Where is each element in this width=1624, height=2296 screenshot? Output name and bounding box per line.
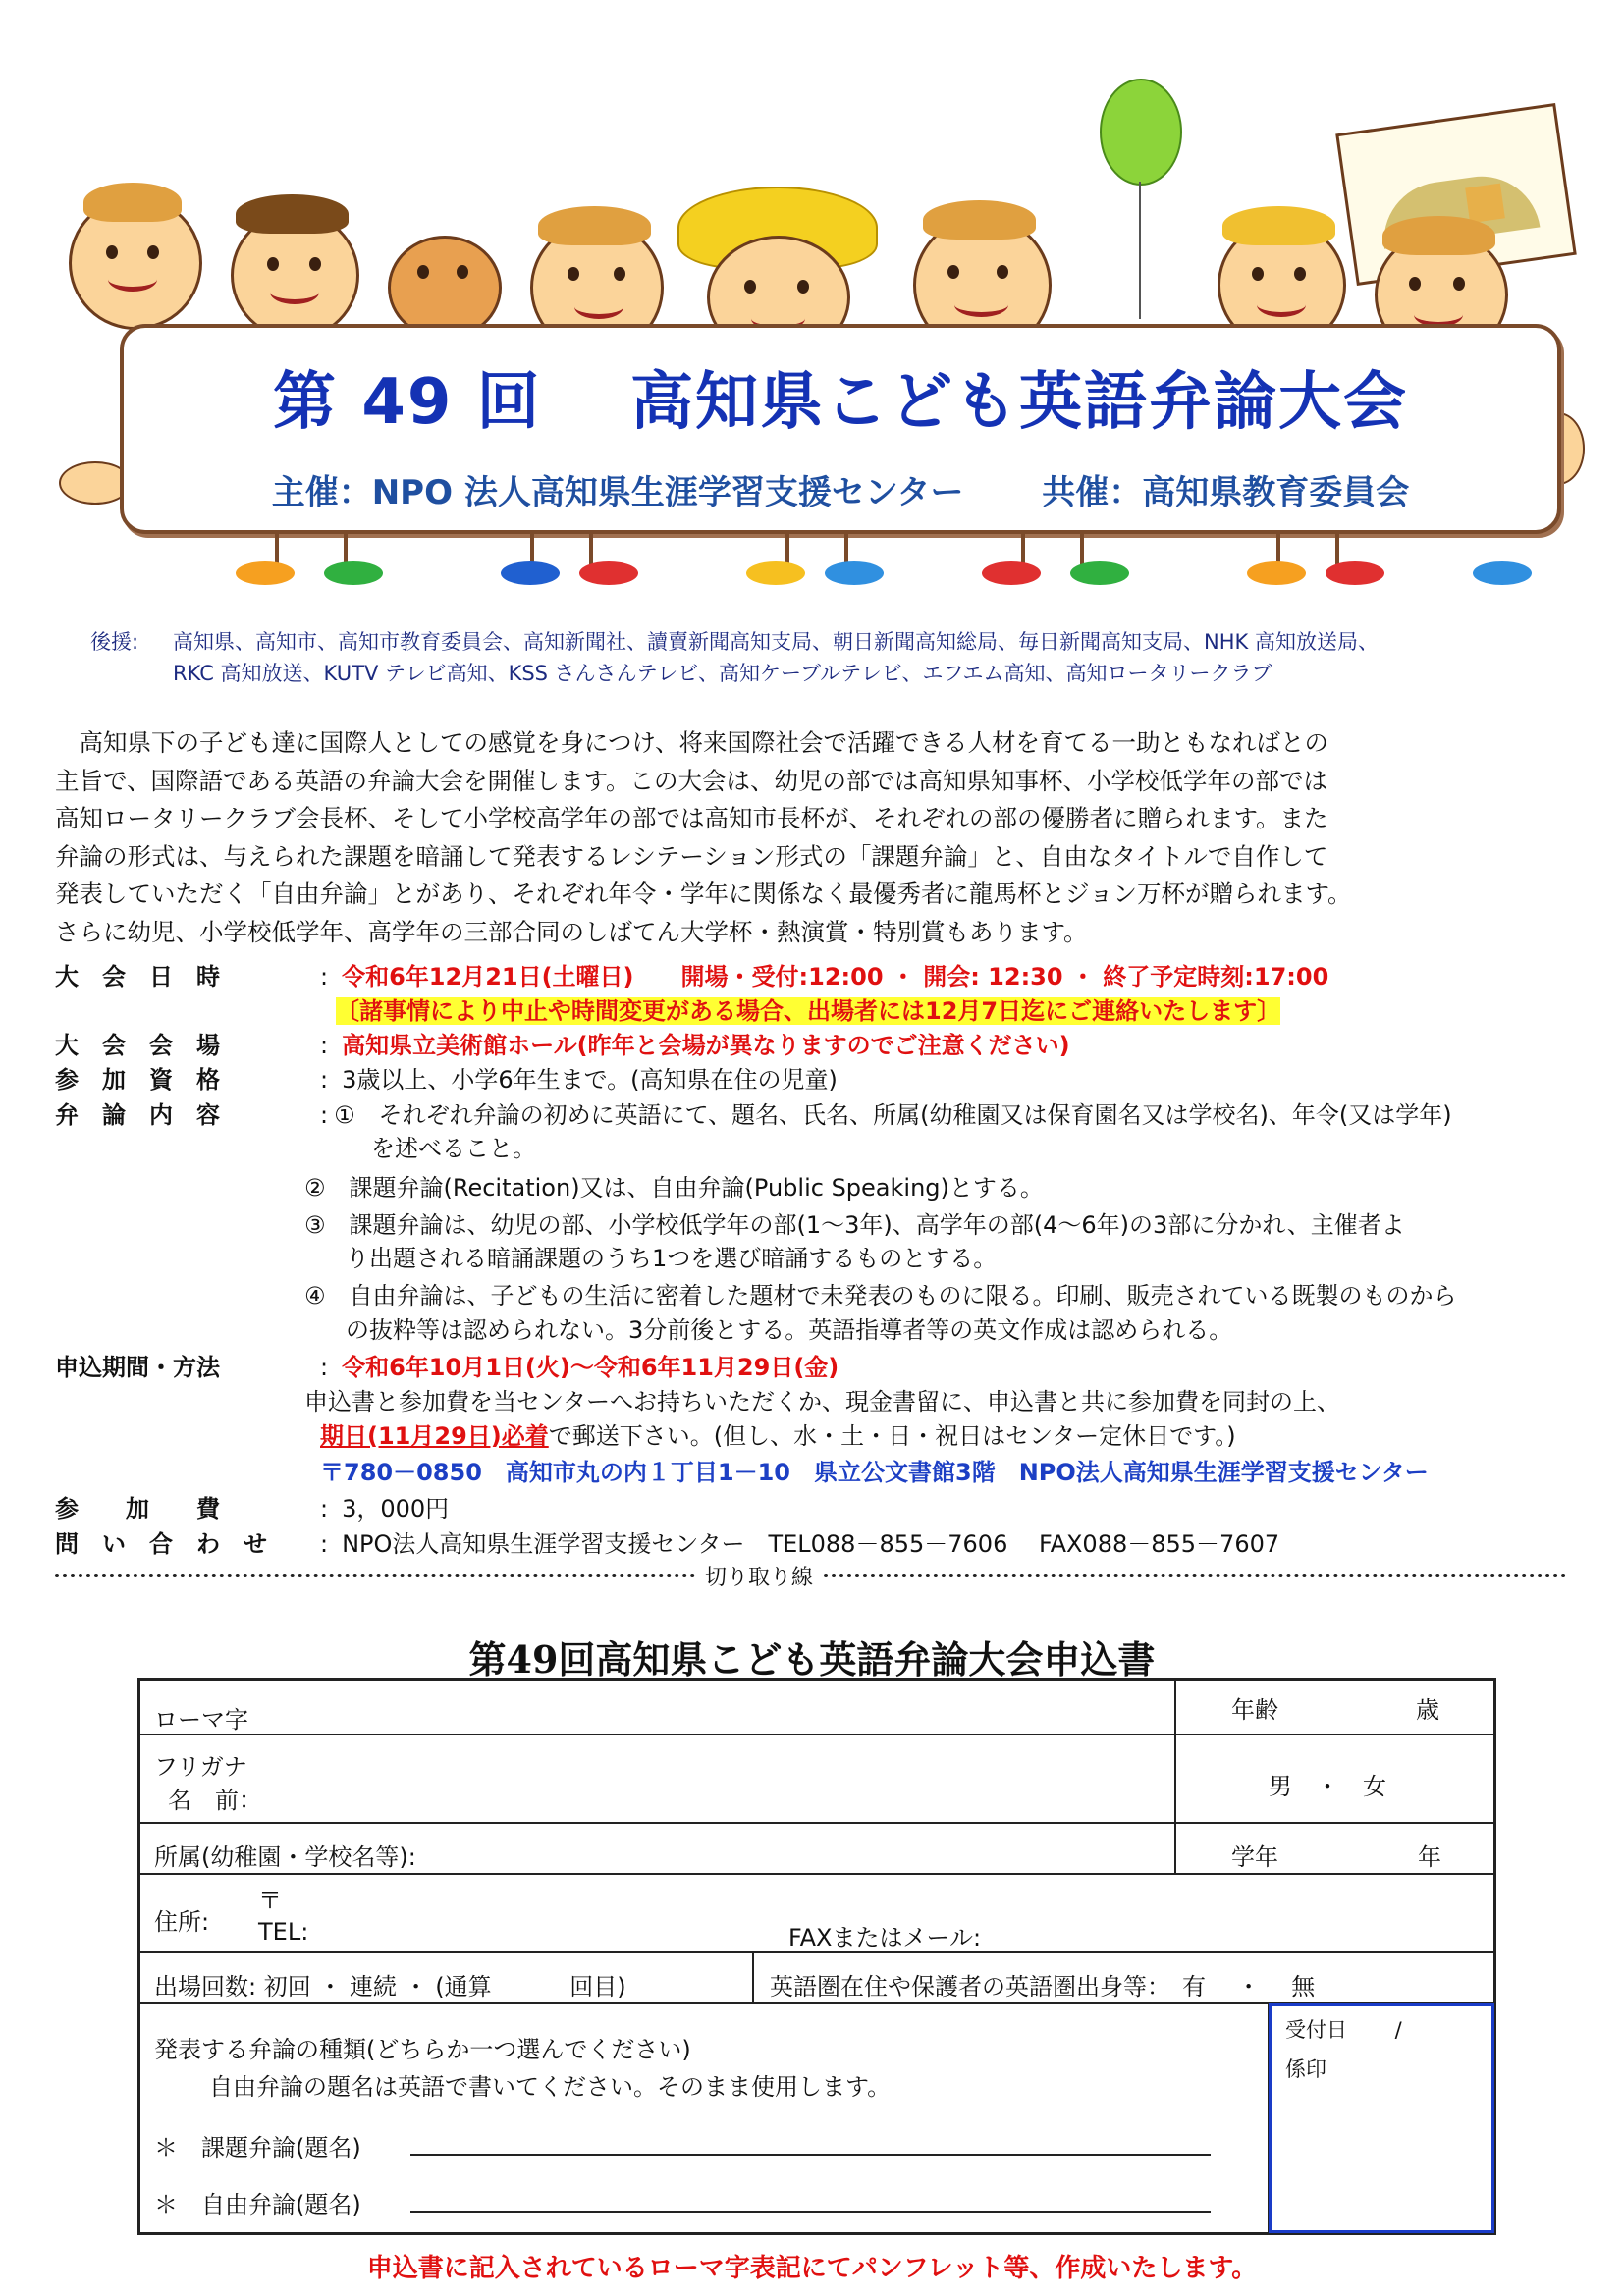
intro-line: さらに幼児、小学校低学年、高学年の三部合同のしばてん大学杯・熱演賞・特別賞もあります。: [55, 917, 1088, 946]
sponsors-label: 後援:: [90, 630, 139, 654]
affiliation-field[interactable]: 所属(幼稚園・学校名等):: [139, 1823, 1175, 1874]
apply-row: 申込期間・方法 : 令和6年10月1日(火)～令和6年11月29日(金): [55, 1348, 839, 1382]
balloon-icon: [1100, 79, 1182, 186]
grade-field[interactable]: 学年 年: [1175, 1823, 1494, 1874]
age-field[interactable]: 年齢 歳: [1175, 1680, 1494, 1735]
content-row: 弁 論 内 容 : ① それぞれ弁論の初めに英語にて、題名、氏名、所属(幼稚園又は保育園名又は学校名)、年令(又は学年): [55, 1095, 1452, 1130]
intro-line: 高知ロータリークラブ会長杯、そして小学校高学年の部では高知市長杯が、それぞれの部の優勝者に贈られます。また: [55, 804, 1328, 832]
intro-line: 弁論の形式は、与えられた課題を暗誦して発表するレシテーション形式の「課題弁論」と、自由なタイトルで自作して: [55, 841, 1328, 871]
entries-field[interactable]: 出場回数: 初回 ・ 連続 ・ (通算 回目): [139, 1952, 753, 2003]
sponsors: [90, 626, 1379, 689]
content-item: ④ 自由弁論は、子どもの生活に密着した題材で未発表のものに限る。印刷、販売されている既製のものから: [304, 1282, 1457, 1309]
office-use-box: 受付日 / 係印: [1269, 2003, 1494, 2233]
title-banner: [120, 324, 1561, 534]
name-field[interactable]: フリガナ 名 前：: [139, 1735, 1175, 1823]
cut-line-label: 切り取り線: [697, 1561, 821, 1591]
organizer-line: 主催：NPO 法人高知県生涯学習支援センター 共催：高知県教育委員会: [271, 473, 1410, 512]
intro-paragraph: [55, 724, 1587, 951]
contact-row: 問 い 合 わ せ : NPO法人高知県生涯学習支援センター TEL088－855－7606 FAX088－855－7607: [55, 1524, 1279, 1559]
eligibility-value: 3歳以上、小学6年生まで。(高知県在住の児童): [342, 1066, 838, 1094]
fee-row: 参 加 費 : 3，000円: [55, 1489, 449, 1523]
page-title: 第 49 回 高知県こども英語弁論大会: [273, 366, 1408, 439]
address-field[interactable]: 住所: 〒 TEL: FAXまたはメール:: [139, 1874, 1494, 1952]
intro-line: 発表していただく「自由弁論」とがあり、それぞれ年令・学年に関係なく最優秀者に龍馬杯とジョン万杯が贈られます。: [55, 880, 1352, 908]
content-item: ② 課題弁論(Recitation)又は、自由弁論(Public Speaking)とする。: [304, 1174, 1044, 1201]
venue-row: 大 会 会 場 : 高知県立美術館ホール(昨年と会場が異なりますのでご注意ください): [55, 1026, 1070, 1060]
free-speech-title-input[interactable]: [410, 2211, 1211, 2213]
venue-label: 大 会 会 場: [55, 1032, 220, 1059]
contact-label: 問 い 合 わ せ: [55, 1530, 267, 1558]
content-item: を述べること。: [371, 1135, 536, 1162]
intro-line: 主旨で、国際語である英語の弁論大会を開催します。この大会は、幼児の部では高知県知事杯、小学校低学年の部では: [55, 766, 1328, 795]
date-note: 〔諸事情により中止や時間変更がある場合、出場者には12月7日迄にご連絡いたします〕: [336, 997, 1281, 1025]
date-row: 大 会 日 時 : 令和6年12月21日(土曜日) 開場・受付:12:00 ・ 開会: 12:30 ・ 終了予定時刻:17:00: [55, 957, 1328, 991]
apply-line: 期日(11月29日)必着で郵送下さい。(但し、水・土・日・祝日はセンター定休日です。): [320, 1422, 1236, 1450]
gender-select[interactable]: 男 ・ 女: [1175, 1735, 1494, 1823]
content-item: の抜粋等は認められない。3分前後とする。英語指導者等の英文作成は認められる。: [346, 1316, 1233, 1344]
center-address: 〒780－0850 高知市丸の内１丁目1－10 県立公文書館3階 NPO法人高知県生涯学習支援センター: [320, 1459, 1429, 1486]
intro-line: 高知県下の子ども達に国際人としての感覚を身につけ、将来国際社会で活躍できる人材を育てる一助ともなればとの: [55, 728, 1329, 757]
romaji-field[interactable]: ローマ字: [139, 1680, 1175, 1735]
apply-line: 申込書と参加費を当センターへお持ちいただくか、現金書留に、申込書と共に参加費を同封の上、: [304, 1388, 1341, 1415]
date-label: 大 会 日 時: [55, 963, 220, 990]
fee-label: 参 加 費: [55, 1495, 220, 1522]
recitation-title-input[interactable]: [410, 2154, 1211, 2156]
contact-value: NPO法人高知県生涯学習支援センター TEL088－855－7606 FAX088－855－7607: [342, 1530, 1280, 1558]
sponsors-line2: RKC 高知放送、KUTV テレビ高知、KSS さんさんテレビ、高知ケーブルテレビ、エフエム高知、高知ロータリークラブ: [173, 662, 1272, 685]
content-label: 弁 論 内 容: [55, 1101, 220, 1129]
speech-type-field: 発表する弁論の種類(どちらか一つ選んでください) 自由弁論の題名は英語で書いてください。そのまま使用します。 ＊ 課題弁論(題名) ＊ 自由弁論(題名): [139, 2003, 1269, 2233]
application-form: [137, 1678, 1496, 2235]
content-item: ③ 課題弁論は、幼児の部、小学校低学年の部(1～3年)、高学年の部(4～6年)の3部に分かれ、主催者よ: [304, 1211, 1405, 1239]
apply-period: 令和6年10月1日(火)～令和6年11月29日(金): [342, 1354, 839, 1381]
english-env-field[interactable]: 英語圏在住や保護者の英語圏出身等： 有 ・ 無: [753, 1952, 1494, 2003]
date-value: 令和6年12月21日(土曜日) 開場・受付:12:00 ・ 開会: 12:30 ・ 終了予定時刻:17:00: [342, 963, 1329, 990]
balloon-string: [1139, 182, 1141, 319]
venue-value: 高知県立美術館ホール(昨年と会場が異なりますのでご注意ください): [342, 1032, 1070, 1059]
form-title: 第49回高知県こども英語弁論大会申込書: [468, 1637, 1156, 1682]
sponsors-line1: 高知県、高知市、高知市教育委員会、高知新聞社、讀賣新聞高知支局、朝日新聞高知総局、毎日新聞高知支局、NHK 高知放送局、: [173, 630, 1379, 654]
apply-label: 申込期間・方法: [55, 1354, 220, 1381]
eligibility-label: 参 加 資 格: [55, 1066, 220, 1094]
eligibility-row: 参 加 資 格 : 3歳以上、小学6年生まで。(高知県在住の児童): [55, 1060, 838, 1095]
footer-note: 申込書に記入されているローマ字表記にてパンフレット等、作成いたします。: [366, 2254, 1258, 2283]
content-item: り出題される暗誦課題のうち1つを選び暗誦するものとする。: [346, 1245, 998, 1272]
fee-value: 3，000円: [342, 1495, 450, 1522]
apply-deadline: 期日(11月29日)必着: [320, 1422, 549, 1450]
content-item: ① それぞれ弁論の初めに英語にて、題名、氏名、所属(幼稚園又は保育園名又は学校名)、年令(又は学年): [334, 1101, 1452, 1129]
